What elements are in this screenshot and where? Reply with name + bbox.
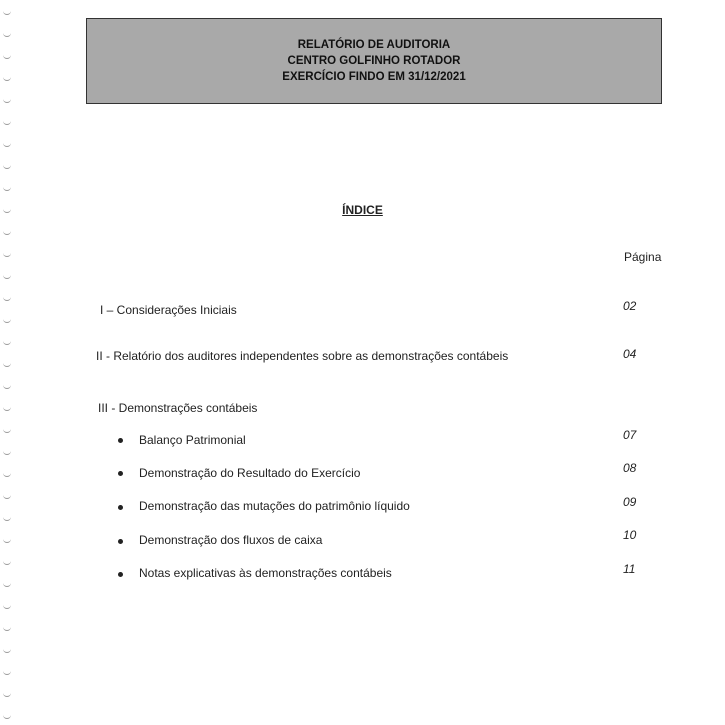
binding-edge — [0, 0, 14, 725]
binding-mark — [3, 536, 11, 543]
binding-mark — [3, 184, 11, 191]
binding-mark — [3, 624, 11, 631]
index-title: ÍNDICE — [342, 203, 383, 217]
toc-subitem-1-page: 07 — [623, 428, 637, 442]
binding-mark — [3, 690, 11, 697]
toc-subitem-5-page: 11 — [623, 562, 636, 576]
binding-mark — [3, 558, 11, 565]
binding-mark — [3, 712, 11, 719]
toc-subitem-4-page: 10 — [623, 528, 637, 542]
bullet-icon — [118, 505, 123, 510]
binding-mark — [3, 668, 11, 675]
binding-mark — [3, 470, 11, 477]
binding-mark — [3, 404, 11, 411]
binding-mark — [3, 30, 11, 37]
toc-subitem-2: Demonstração do Resultado do Exercício — [139, 466, 361, 480]
binding-mark — [3, 74, 11, 81]
binding-mark — [3, 118, 11, 125]
binding-mark — [3, 250, 11, 257]
bullet-icon — [118, 438, 123, 443]
toc-section-3: III - Demonstrações contábeis — [98, 401, 258, 415]
toc-subitem-3: Demonstração das mutações do patrimônio líquido — [139, 499, 410, 513]
binding-mark — [3, 140, 11, 147]
binding-mark — [3, 360, 11, 367]
binding-mark — [3, 602, 11, 609]
toc-subitem-3-page: 09 — [623, 495, 637, 509]
binding-mark — [3, 8, 11, 15]
report-title: RELATÓRIO DE AUDITORIA — [297, 39, 451, 51]
binding-mark — [3, 96, 11, 103]
binding-mark — [3, 338, 11, 345]
bullet-icon — [118, 572, 123, 577]
toc-subitem-1: Balanço Patrimonial — [139, 433, 246, 447]
binding-mark — [3, 492, 11, 499]
binding-mark — [3, 162, 11, 169]
bullet-icon — [118, 471, 123, 476]
toc-section-1: I – Considerações Iniciais — [100, 303, 237, 317]
bullet-icon — [118, 539, 123, 544]
binding-mark — [3, 272, 11, 279]
binding-mark — [3, 382, 11, 389]
entity-name: CENTRO GOLFINHO ROTADOR — [287, 55, 461, 67]
binding-mark — [3, 448, 11, 455]
report-header — [86, 18, 662, 104]
binding-mark — [3, 228, 11, 235]
binding-mark — [3, 294, 11, 301]
toc-section-2: II - Relatório dos auditores independentes sobre as demonstrações contábeis — [96, 349, 509, 363]
binding-mark — [3, 646, 11, 653]
binding-mark — [3, 316, 11, 323]
toc-section-1-page: 02 — [623, 299, 637, 313]
toc-section-2-page: 04 — [623, 347, 637, 361]
binding-mark — [3, 52, 11, 59]
toc-subitem-4: Demonstração dos fluxos de caixa — [139, 533, 323, 547]
toc-subitem-2-page: 08 — [623, 461, 637, 475]
page-column-label: Página — [624, 250, 662, 264]
binding-mark — [3, 514, 11, 521]
binding-mark — [3, 426, 11, 433]
binding-mark — [3, 580, 11, 587]
fiscal-period: EXERCÍCIO FINDO EM 31/12/2021 — [282, 71, 466, 83]
toc-subitem-5: Notas explicativas às demonstrações contábeis — [139, 566, 392, 580]
